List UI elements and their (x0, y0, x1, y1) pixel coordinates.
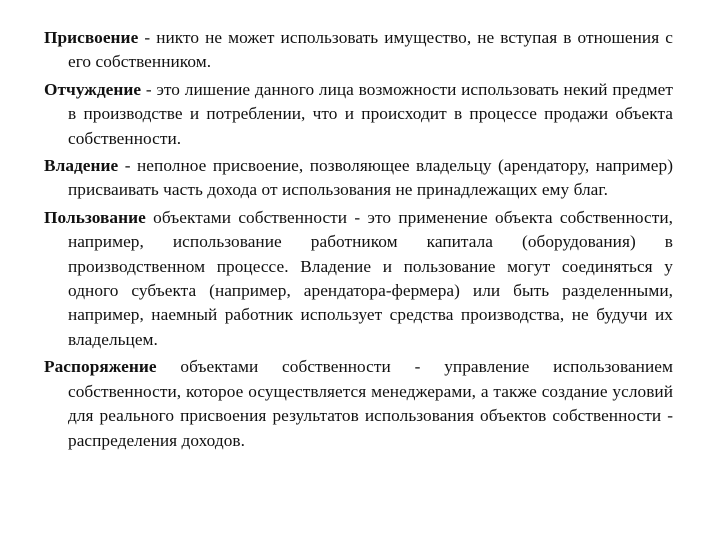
definition-text: - это лишение данного лица возможности использовать некий предмет в производстве и потреблении, что и происходит в процессе продажи объекта собственности. (68, 79, 673, 148)
definition-vladenie (44, 154, 673, 203)
definition-rasporyazhenie (44, 355, 673, 453)
term-label: Отчуждение (44, 79, 142, 99)
definition-polzovanie (44, 206, 673, 352)
definition-text: - никто не может использовать имущество, не вступая в отношения с его собственником. (68, 28, 673, 72)
definition-text: объектами собственности - управление использованием собственности, которое осуществляется менеджерами, а также создание условий для реального присвоения результатов использования объектов собственности - распределения доходов. (68, 357, 673, 450)
term-label: Присвоение (44, 28, 139, 47)
term-label: Владение (44, 156, 119, 176)
definition-text: объектами собственности - это применение объекта собственности, например, использование работником капитала (оборудования) в производственном процессе. Владение и пользование могут соединяться у одного субъекта (например, арендатора-фермера) или быть разделенными, например, наемный работник использует средства производства, не будучи их владельцем. (68, 207, 673, 349)
term-label: Пользование (44, 207, 146, 227)
definition-otchuzhdenie (44, 78, 673, 151)
definitions-slide (44, 26, 673, 456)
definition-prisvoenie (44, 26, 673, 75)
term-label: Распоряжение (44, 357, 157, 377)
definition-text: - неполное присвоение, позволяющее владельцу (арендатору, например) присваивать часть дохода от использования не принадлежащих ему благ. (68, 156, 673, 200)
